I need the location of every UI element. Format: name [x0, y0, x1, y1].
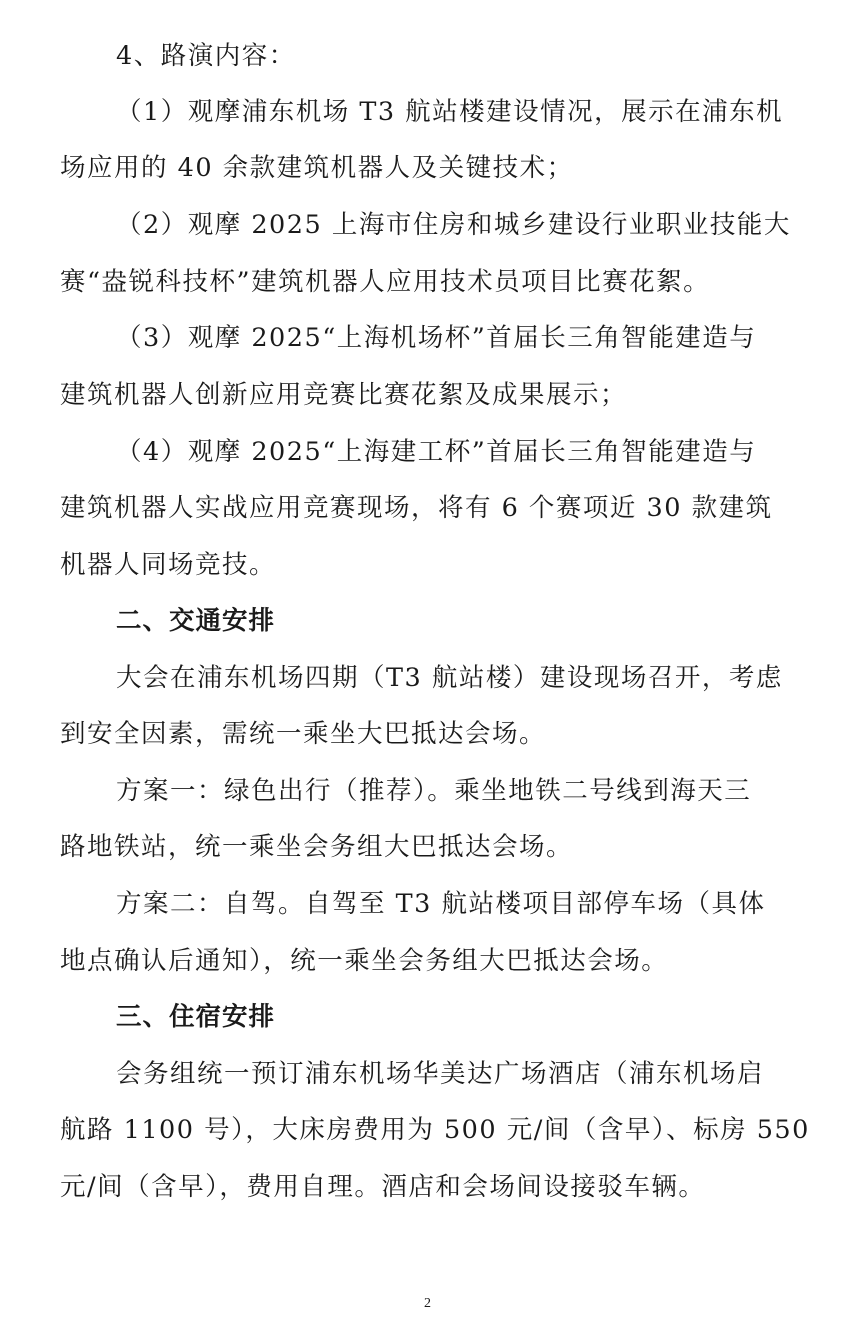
roadshow-item-3-line-2: 建筑机器人创新应用竞赛比赛花絮及成果展示；: [60, 380, 628, 410]
lodging-heading: 三、住宿安排: [116, 1002, 276, 1032]
lodging-line-2: 航路 1100 号），大床房费用为 500 元/间（含早）、标房 550: [60, 1115, 810, 1145]
page-number: 2: [424, 1296, 431, 1311]
roadshow-item-1-line-1: （1）观摩浦东机场 T3 航站楼建设情况，展示在浦东机: [116, 97, 784, 127]
traffic-plan-2-line-1: 方案二：自驾。自驾至 T3 航站楼项目部停车场（具体: [116, 889, 766, 919]
roadshow-item-3-line-1: （3）观摩 2025“上海机场杯”首届长三角智能建造与: [116, 323, 757, 353]
roadshow-item-4-line-3: 机器人同场竞技。: [60, 550, 277, 580]
traffic-plan-1-line-1: 方案一：绿色出行（推荐）。乘坐地铁二号线到海天三: [116, 776, 752, 806]
roadshow-item-1-line-2: 场应用的 40 余款建筑机器人及关键技术；: [60, 153, 574, 183]
traffic-intro-line-2: 到安全因素，需统一乘坐大巴抵达会场。: [60, 719, 547, 749]
roadshow-item-2-line-1: （2）观摩 2025 上海市住房和城乡建设行业职业技能大: [116, 210, 791, 240]
roadshow-heading: 4、路演内容：: [116, 41, 296, 71]
traffic-heading: 二、交通安排: [116, 606, 276, 636]
traffic-plan-1-line-2: 路地铁站，统一乘坐会务组大巴抵达会场。: [60, 832, 574, 862]
roadshow-item-4-line-1: （4）观摩 2025“上海建工杯”首届长三角智能建造与: [116, 437, 757, 467]
traffic-intro-line-1: 大会在浦东机场四期（T3 航站楼）建设现场召开，考虑: [116, 663, 783, 693]
roadshow-item-2-line-2: 赛“盎锐科技杯”建筑机器人应用技术员项目比赛花絮。: [60, 267, 711, 297]
lodging-line-3: 元/间（含早），费用自理。酒店和会场间设接驳车辆。: [60, 1172, 706, 1202]
traffic-plan-2-line-2: 地点确认后通知），统一乘坐会务组大巴抵达会场。: [60, 946, 669, 976]
lodging-line-1: 会务组统一预订浦东机场华美达广场酒店（浦东机场启: [116, 1059, 765, 1089]
roadshow-item-4-line-2: 建筑机器人实战应用竞赛现场，将有 6 个赛项近 30 款建筑: [60, 493, 773, 523]
